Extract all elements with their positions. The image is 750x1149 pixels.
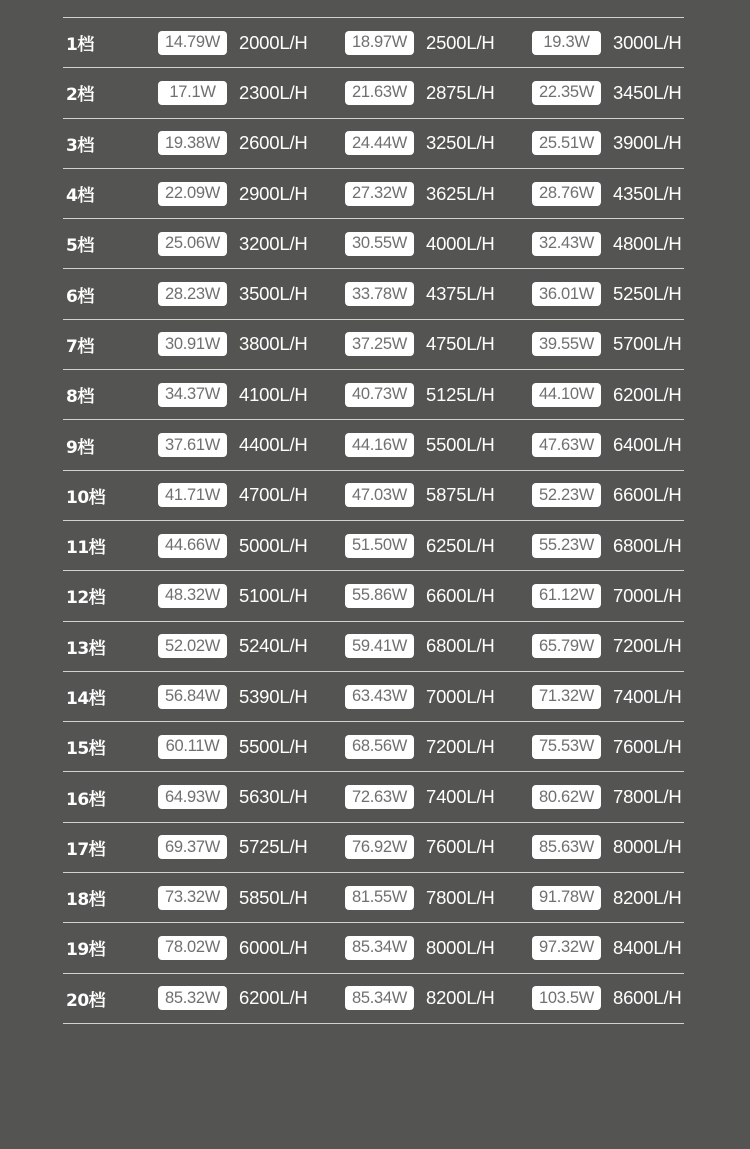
spec-cell bbox=[345, 772, 495, 821]
spec-cell bbox=[158, 622, 308, 671]
power-badge: 18.97W bbox=[345, 31, 414, 55]
power-badge: 27.32W bbox=[345, 182, 414, 206]
gear-level-label: 10档 bbox=[66, 487, 106, 508]
gear-level-label: 15档 bbox=[66, 739, 106, 760]
gear-spec-table bbox=[63, 17, 684, 1024]
spec-cell bbox=[532, 269, 682, 318]
spec-cell bbox=[532, 772, 682, 821]
table-row bbox=[63, 873, 684, 923]
power-badge: 21.63W bbox=[345, 81, 414, 105]
spec-cell bbox=[532, 420, 682, 469]
flow-rate-value: 8000L/H bbox=[613, 836, 682, 858]
flow-rate-value: 5725L/H bbox=[239, 836, 308, 858]
spec-cell bbox=[532, 974, 682, 1023]
gear-level-label: 17档 bbox=[66, 839, 106, 860]
flow-rate-value: 6600L/H bbox=[613, 484, 682, 506]
gear-level-label: 4档 bbox=[66, 186, 94, 207]
table-row bbox=[63, 68, 684, 118]
power-badge: 85.63W bbox=[532, 835, 601, 859]
power-badge: 32.43W bbox=[532, 232, 601, 256]
power-badge: 22.09W bbox=[158, 182, 227, 206]
spec-cell bbox=[158, 370, 308, 419]
power-badge: 25.06W bbox=[158, 232, 227, 256]
spec-cell bbox=[345, 571, 495, 620]
flow-rate-value: 7400L/H bbox=[613, 685, 682, 707]
flow-rate-value: 4400L/H bbox=[239, 434, 308, 456]
spec-cell bbox=[532, 873, 682, 922]
table-row bbox=[63, 269, 684, 319]
power-badge: 91.78W bbox=[532, 886, 601, 910]
power-badge: 85.34W bbox=[345, 936, 414, 960]
spec-cell bbox=[158, 471, 308, 520]
power-badge: 55.86W bbox=[345, 584, 414, 608]
spec-cell bbox=[532, 68, 682, 117]
gear-level-label: 6档 bbox=[66, 286, 94, 307]
spec-cell bbox=[345, 169, 495, 218]
power-badge: 72.63W bbox=[345, 785, 414, 809]
power-badge: 64.93W bbox=[158, 785, 227, 809]
flow-rate-value: 3625L/H bbox=[426, 182, 495, 204]
gear-level-label: 13档 bbox=[66, 638, 106, 659]
power-badge: 14.79W bbox=[158, 31, 227, 55]
flow-rate-value: 8400L/H bbox=[613, 936, 682, 958]
flow-rate-value: 7000L/H bbox=[613, 584, 682, 606]
spec-cell bbox=[345, 269, 495, 318]
spec-cell bbox=[158, 119, 308, 168]
power-badge: 22.35W bbox=[532, 81, 601, 105]
spec-cell bbox=[158, 722, 308, 771]
flow-rate-value: 5390L/H bbox=[239, 685, 308, 707]
flow-rate-value: 4750L/H bbox=[426, 333, 495, 355]
power-badge: 30.91W bbox=[158, 332, 227, 356]
flow-rate-value: 5500L/H bbox=[239, 735, 308, 757]
power-badge: 19.3W bbox=[532, 31, 601, 55]
flow-rate-value: 8200L/H bbox=[426, 987, 495, 1009]
flow-rate-value: 6000L/H bbox=[239, 936, 308, 958]
flow-rate-value: 2900L/H bbox=[239, 182, 308, 204]
flow-rate-value: 5000L/H bbox=[239, 534, 308, 556]
power-badge: 81.55W bbox=[345, 886, 414, 910]
table-row bbox=[63, 320, 684, 370]
gear-level-label: 19档 bbox=[66, 940, 106, 961]
power-badge: 52.02W bbox=[158, 634, 227, 658]
gear-level-label: 7档 bbox=[66, 336, 94, 357]
flow-rate-value: 6200L/H bbox=[613, 383, 682, 405]
spec-cell bbox=[158, 772, 308, 821]
spec-cell bbox=[345, 68, 495, 117]
spec-cell bbox=[345, 119, 495, 168]
power-badge: 52.23W bbox=[532, 483, 601, 507]
spec-cell bbox=[345, 521, 495, 570]
flow-rate-value: 4800L/H bbox=[613, 232, 682, 254]
spec-cell bbox=[158, 269, 308, 318]
flow-rate-value: 2875L/H bbox=[426, 81, 495, 103]
power-badge: 41.71W bbox=[158, 483, 227, 507]
power-badge: 28.23W bbox=[158, 282, 227, 306]
flow-rate-value: 3800L/H bbox=[239, 333, 308, 355]
flow-rate-value: 5875L/H bbox=[426, 484, 495, 506]
flow-rate-value: 7600L/H bbox=[613, 735, 682, 757]
table-row bbox=[63, 471, 684, 521]
gear-level-label: 12档 bbox=[66, 588, 106, 609]
power-badge: 44.66W bbox=[158, 534, 227, 558]
power-badge: 37.61W bbox=[158, 433, 227, 457]
power-badge: 73.32W bbox=[158, 886, 227, 910]
spec-cell bbox=[345, 923, 495, 972]
spec-cell bbox=[158, 974, 308, 1023]
flow-rate-value: 5500L/H bbox=[426, 434, 495, 456]
power-badge: 78.02W bbox=[158, 936, 227, 960]
spec-cell bbox=[532, 823, 682, 872]
gear-level-label: 16档 bbox=[66, 789, 106, 810]
power-badge: 97.32W bbox=[532, 936, 601, 960]
spec-cell bbox=[158, 18, 308, 67]
power-badge: 44.16W bbox=[345, 433, 414, 457]
table-row bbox=[63, 571, 684, 621]
power-badge: 51.50W bbox=[345, 534, 414, 558]
spec-cell bbox=[345, 320, 495, 369]
table-row bbox=[63, 772, 684, 822]
flow-rate-value: 7800L/H bbox=[426, 886, 495, 908]
flow-rate-value: 5100L/H bbox=[239, 584, 308, 606]
spec-cell bbox=[532, 169, 682, 218]
table-row bbox=[63, 672, 684, 722]
flow-rate-value: 8000L/H bbox=[426, 936, 495, 958]
spec-cell bbox=[345, 471, 495, 520]
spec-cell bbox=[532, 18, 682, 67]
table-row bbox=[63, 219, 684, 269]
spec-cell bbox=[158, 873, 308, 922]
power-badge: 80.62W bbox=[532, 785, 601, 809]
spec-cell bbox=[532, 571, 682, 620]
power-badge: 44.10W bbox=[532, 383, 601, 407]
gear-level-label: 14档 bbox=[66, 689, 106, 709]
power-badge: 56.84W bbox=[158, 685, 227, 709]
flow-rate-value: 5850L/H bbox=[239, 886, 308, 908]
spec-cell bbox=[345, 974, 495, 1023]
power-badge: 61.12W bbox=[532, 584, 601, 608]
spec-cell bbox=[532, 521, 682, 570]
flow-rate-value: 2500L/H bbox=[426, 31, 495, 53]
table-row bbox=[63, 169, 684, 219]
spec-cell bbox=[345, 622, 495, 671]
spec-cell bbox=[532, 219, 682, 268]
power-badge: 47.63W bbox=[532, 433, 601, 457]
power-badge: 69.37W bbox=[158, 835, 227, 859]
table-row bbox=[63, 370, 684, 420]
power-badge: 30.55W bbox=[345, 232, 414, 256]
spec-cell bbox=[345, 722, 495, 771]
power-badge: 33.78W bbox=[345, 282, 414, 306]
table-row bbox=[63, 622, 684, 672]
flow-rate-value: 6200L/H bbox=[239, 987, 308, 1009]
flow-rate-value: 7200L/H bbox=[613, 635, 682, 657]
flow-rate-value: 3900L/H bbox=[613, 132, 682, 154]
power-badge: 40.73W bbox=[345, 383, 414, 407]
power-badge: 76.92W bbox=[345, 835, 414, 859]
flow-rate-value: 2600L/H bbox=[239, 132, 308, 154]
flow-rate-value: 8200L/H bbox=[613, 886, 682, 908]
spec-cell bbox=[158, 571, 308, 620]
flow-rate-value: 3250L/H bbox=[426, 132, 495, 154]
table-row bbox=[63, 722, 684, 772]
spec-cell bbox=[532, 923, 682, 972]
spec-cell bbox=[345, 219, 495, 268]
power-badge: 34.37W bbox=[158, 383, 227, 407]
spec-cell bbox=[345, 672, 495, 721]
spec-cell bbox=[158, 320, 308, 369]
flow-rate-value: 2300L/H bbox=[239, 81, 308, 103]
spec-cell bbox=[158, 923, 308, 972]
gear-level-label: 5档 bbox=[66, 236, 94, 257]
flow-rate-value: 6800L/H bbox=[613, 534, 682, 556]
flow-rate-value: 5125L/H bbox=[426, 383, 495, 405]
flow-rate-value: 3500L/H bbox=[239, 283, 308, 305]
gear-level-label: 9档 bbox=[66, 437, 94, 458]
flow-rate-value: 4000L/H bbox=[426, 232, 495, 254]
flow-rate-value: 5630L/H bbox=[239, 786, 308, 808]
table-row bbox=[63, 420, 684, 470]
table-row bbox=[63, 18, 684, 68]
flow-rate-value: 7400L/H bbox=[426, 786, 495, 808]
power-badge: 75.53W bbox=[532, 735, 601, 759]
table-row bbox=[63, 823, 684, 873]
power-badge: 48.32W bbox=[158, 584, 227, 608]
spec-cell bbox=[532, 672, 682, 721]
table-row bbox=[63, 974, 684, 1024]
power-badge: 37.25W bbox=[345, 332, 414, 356]
gear-level-label: 18档 bbox=[66, 890, 106, 911]
power-badge: 85.32W bbox=[158, 986, 227, 1010]
gear-level-label: 11档 bbox=[66, 538, 106, 559]
flow-rate-value: 7200L/H bbox=[426, 735, 495, 757]
flow-rate-value: 5240L/H bbox=[239, 635, 308, 657]
flow-rate-value: 8600L/H bbox=[613, 987, 682, 1009]
spec-cell bbox=[532, 471, 682, 520]
spec-cell bbox=[158, 68, 308, 117]
table-row bbox=[63, 521, 684, 571]
flow-rate-value: 3200L/H bbox=[239, 232, 308, 254]
flow-rate-value: 3450L/H bbox=[613, 81, 682, 103]
spec-cell bbox=[345, 823, 495, 872]
power-badge: 47.03W bbox=[345, 483, 414, 507]
spec-cell bbox=[532, 119, 682, 168]
gear-level-label: 3档 bbox=[66, 135, 94, 156]
flow-rate-value: 3000L/H bbox=[613, 31, 682, 53]
flow-rate-value: 6400L/H bbox=[613, 434, 682, 456]
spec-cell bbox=[345, 873, 495, 922]
power-badge: 85.34W bbox=[345, 986, 414, 1010]
flow-rate-value: 5250L/H bbox=[613, 283, 682, 305]
power-badge: 36.01W bbox=[532, 282, 601, 306]
spec-cell bbox=[532, 722, 682, 771]
power-badge: 19.38W bbox=[158, 131, 227, 155]
spec-cell bbox=[345, 420, 495, 469]
spec-cell bbox=[158, 219, 308, 268]
spec-cell bbox=[158, 420, 308, 469]
spec-cell bbox=[345, 18, 495, 67]
spec-cell bbox=[158, 823, 308, 872]
power-badge: 71.32W bbox=[532, 685, 601, 709]
gear-level-label: 8档 bbox=[66, 387, 94, 408]
gear-level-label: 2档 bbox=[66, 85, 94, 106]
flow-rate-value: 4375L/H bbox=[426, 283, 495, 305]
flow-rate-value: 7800L/H bbox=[613, 786, 682, 808]
power-badge: 28.76W bbox=[532, 182, 601, 206]
flow-rate-value: 6600L/H bbox=[426, 584, 495, 606]
flow-rate-value: 6250L/H bbox=[426, 534, 495, 556]
spec-cell bbox=[158, 169, 308, 218]
table-row bbox=[63, 119, 684, 169]
power-badge: 55.23W bbox=[532, 534, 601, 558]
power-badge: 39.55W bbox=[532, 332, 601, 356]
spec-cell bbox=[158, 672, 308, 721]
gear-level-label: 1档 bbox=[66, 35, 94, 56]
spec-cell bbox=[532, 622, 682, 671]
power-badge: 60.11W bbox=[158, 735, 227, 759]
power-badge: 24.44W bbox=[345, 131, 414, 155]
power-badge: 17.1W bbox=[158, 81, 227, 105]
power-badge: 63.43W bbox=[345, 685, 414, 709]
power-badge: 103.5W bbox=[532, 986, 601, 1010]
power-badge: 59.41W bbox=[345, 634, 414, 658]
spec-cell bbox=[345, 370, 495, 419]
gear-level-label: 20档 bbox=[66, 990, 106, 1011]
power-badge: 65.79W bbox=[532, 634, 601, 658]
flow-rate-value: 2000L/H bbox=[239, 31, 308, 53]
spec-cell bbox=[158, 521, 308, 570]
table-row bbox=[63, 923, 684, 973]
spec-cell bbox=[532, 370, 682, 419]
flow-rate-value: 7000L/H bbox=[426, 685, 495, 707]
power-badge: 25.51W bbox=[532, 131, 601, 155]
flow-rate-value: 7600L/H bbox=[426, 836, 495, 858]
spec-cell bbox=[532, 320, 682, 369]
flow-rate-value: 4350L/H bbox=[613, 182, 682, 204]
power-badge: 68.56W bbox=[345, 735, 414, 759]
flow-rate-value: 4100L/H bbox=[239, 383, 308, 405]
flow-rate-value: 6800L/H bbox=[426, 635, 495, 657]
flow-rate-value: 4700L/H bbox=[239, 484, 308, 506]
flow-rate-value: 5700L/H bbox=[613, 333, 682, 355]
